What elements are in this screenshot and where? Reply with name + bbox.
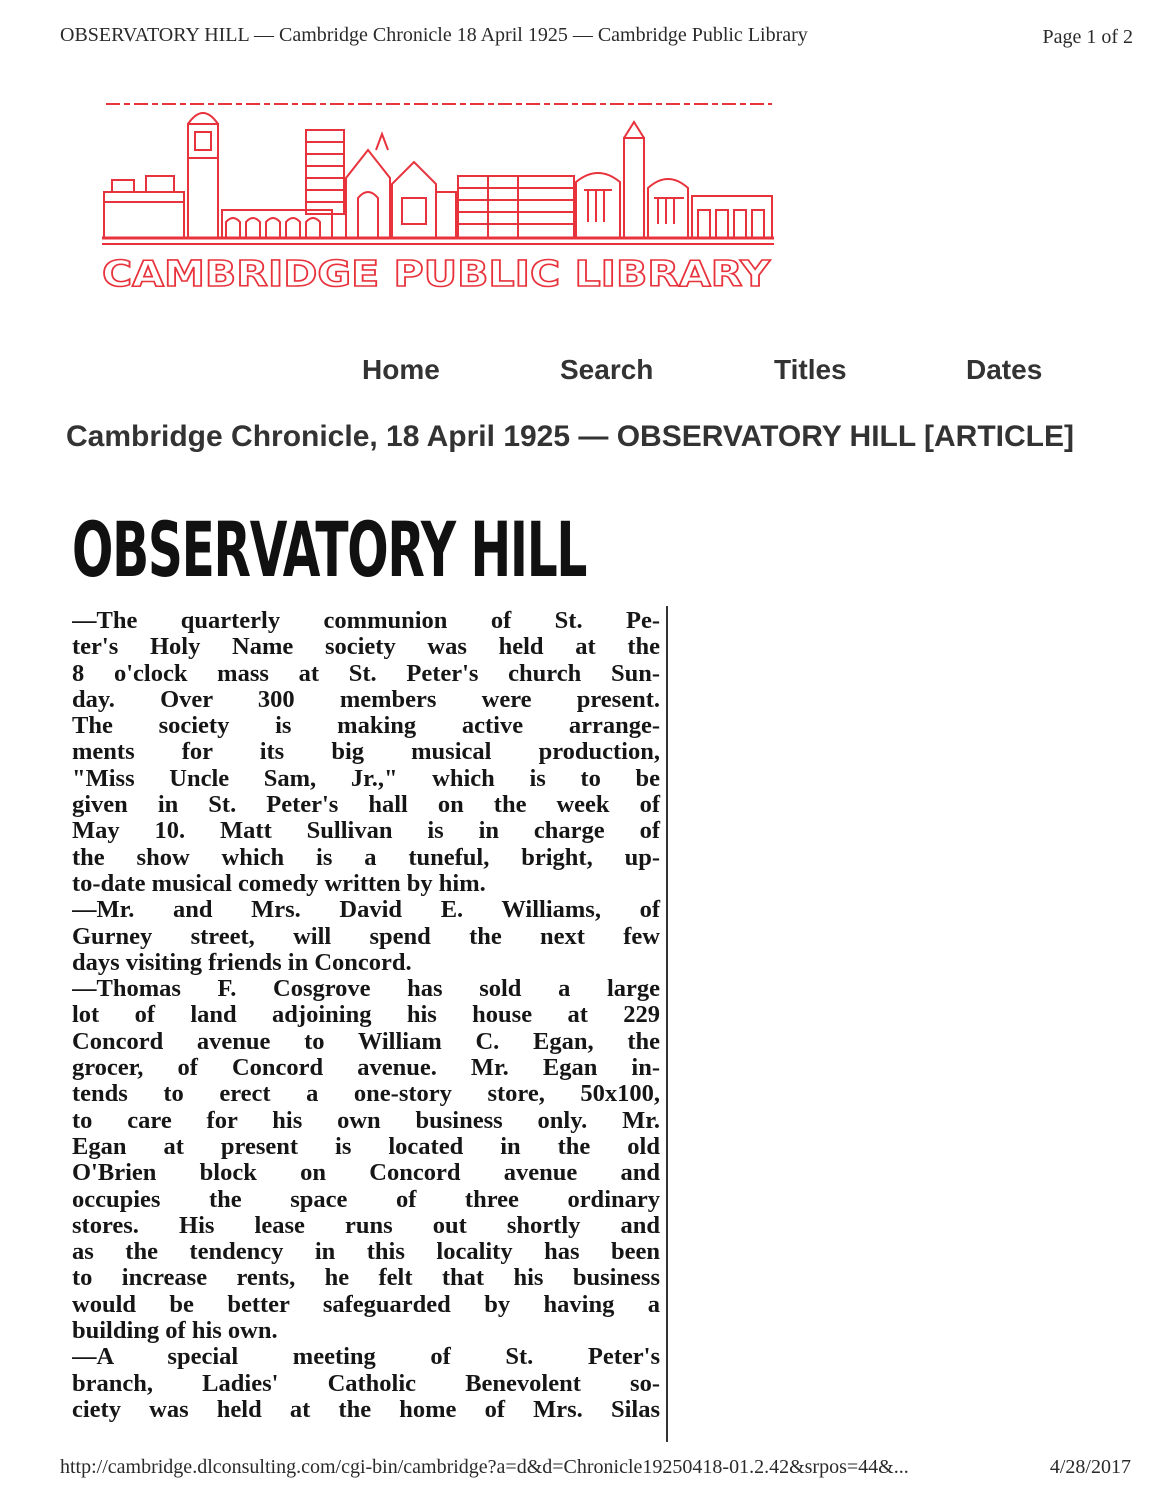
print-header-page-number: Page 1 of 2 <box>1042 26 1133 48</box>
library-skyline-icon <box>96 98 780 298</box>
clipping-line: Gurney street, will spend the next few <box>72 922 660 950</box>
clipping-line: "Miss Uncle Sam, Jr.," which is to be <box>72 764 660 792</box>
clipping-line: would be better safeguarded by having a <box>72 1290 660 1318</box>
clipping-line: May 10. Matt Sullivan is in charge of <box>72 817 660 845</box>
nav-search-link[interactable]: Search <box>560 354 654 385</box>
clipping-text <box>72 608 660 1423</box>
clipping-line: occupies the space of three ordinary <box>72 1185 660 1213</box>
clipping-masthead: OBSERVATORY HILL <box>72 506 587 594</box>
clipping-line: days visiting friends in Concord. <box>72 948 412 976</box>
print-header <box>0 0 1165 60</box>
clipping-line: building of his own. <box>72 1317 278 1345</box>
main-nav <box>0 352 1165 392</box>
clipping-line: branch, Ladies' Catholic Benevolent so- <box>72 1369 660 1397</box>
article-clipping-image <box>72 506 672 1442</box>
clipping-line: day. Over 300 members were present. <box>72 685 660 713</box>
clipping-line: to-date musical comedy written by him. <box>72 869 486 897</box>
clipping-line: to care for his own business only. Mr. <box>72 1106 660 1134</box>
clipping-line: O'Brien block on Concord avenue and <box>72 1159 660 1187</box>
clipping-line: The society is making active arrange- <box>72 712 660 740</box>
clipping-line: stores. His lease runs out shortly and <box>72 1211 660 1239</box>
clipping-line: to increase rents, he felt that his business <box>72 1264 660 1292</box>
clipping-line: ments for its big musical production, <box>72 738 660 766</box>
library-logo[interactable] <box>96 98 780 298</box>
clipping-line: tends to erect a one-story store, 50x100, <box>72 1080 660 1108</box>
clipping-line: the show which is a tuneful, bright, up- <box>72 843 660 871</box>
print-footer-date: 4/28/2017 <box>1049 1456 1131 1478</box>
print-header-title: OBSERVATORY HILL — Cambridge Chronicle 18 April 1925 — Cambridge Public Library <box>60 24 808 46</box>
clipping-line: —Mr. and Mrs. David E. Williams, of <box>72 896 660 924</box>
nav-titles-link[interactable]: Titles <box>774 354 847 385</box>
clipping-line: grocer, of Concord avenue. Mr. Egan in- <box>72 1054 660 1082</box>
clipping-line: given in St. Peter's hall on the week of <box>72 791 660 819</box>
clipping-line: ter's Holy Name society was held at the <box>72 633 660 661</box>
clipping-line: 8 o'clock mass at St. Peter's church Sun- <box>72 659 660 687</box>
clipping-line: —Thomas F. Cosgrove has sold a large <box>72 975 660 1003</box>
clipping-line: Egan at present is located in the old <box>72 1132 660 1160</box>
clipping-line: Concord avenue to William C. Egan, the <box>72 1027 660 1055</box>
column-rule <box>666 606 668 1442</box>
clipping-line: —A special meeting of St. Peter's <box>72 1343 660 1371</box>
print-footer-url: http://cambridge.dlconsulting.com/cgi-bin/cambridge?a=d&d=Chronicle19250418-01.2.42&srpos=44&... <box>60 1456 909 1478</box>
article-heading: Cambridge Chronicle, 18 April 1925 — OBSERVATORY HILL [ARTICLE] <box>66 420 1074 453</box>
library-logo-text: CAMBRIDGE PUBLIC LIBRARY <box>102 254 772 295</box>
clipping-line: lot of land adjoining his house at 229 <box>72 1001 660 1029</box>
clipping-line: ciety was held at the home of Mrs. Silas <box>72 1395 660 1423</box>
nav-dates-link[interactable]: Dates <box>966 354 1043 385</box>
clipping-line: as the tendency in this locality has been <box>72 1238 660 1266</box>
clipping-line: —The quarterly communion of St. Pe- <box>72 607 660 634</box>
nav-home-link[interactable]: Home <box>362 354 440 385</box>
